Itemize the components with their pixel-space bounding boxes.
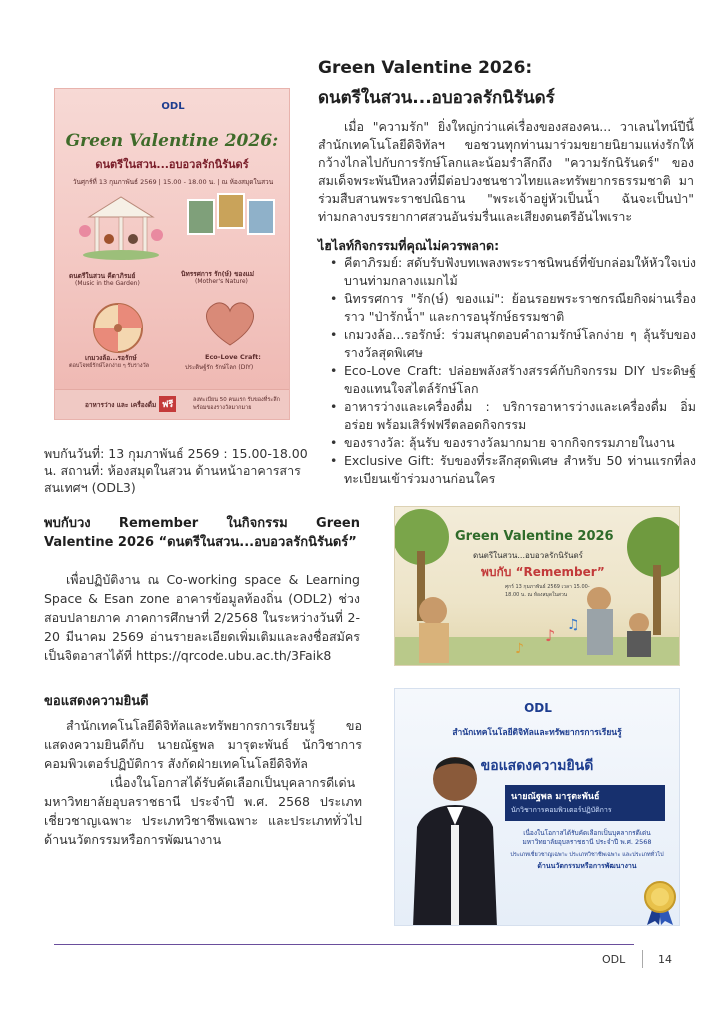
poster-item-music-sub: (Music in the Garden) [75, 280, 140, 287]
footer-label: ODL [602, 953, 626, 966]
cert-position: นักวิชาการคอมพิวเตอร์ปฏิบัติการ [511, 806, 612, 814]
heart-hands-illustration [195, 295, 265, 351]
congrats-paragraph-1: สำนักเทคโนโลยีดิจิทัลและทรัพยากรการเรียนรู้ ขอแสดงความยินดีกับ นายณัฐพล มารุตะพันธ์ นักวิชาการคอมพิวเตอร์ปฏิบัติการ สังกัดฝ่ายเทคโนโลยีดิจิทัล [44, 718, 362, 771]
article-title-line2: ดนตรีในสวน...อบอวลรักนิรันดร์ [318, 88, 555, 108]
meet-caption: พบกันวันที่: 13 กุมภาพันธ์ 2569 : 15.00-18.00 น. สถานที่: ห้องสมุดในสวน ด้านหน้าอาคารสารสนเทศฯ (ODL3) [44, 446, 308, 495]
photo-frame [247, 199, 275, 235]
poster-bottom-bar [55, 389, 289, 419]
banner-meta: ศุกร์ 13 กุมภาพันธ์ 2569 เวลา 15.00-18.00 น. ณ ห้องสมุดในสวน [505, 584, 590, 598]
banner-subtitle: ดนตรีในสวน...อบอวลรักนิรันดร์ [473, 551, 583, 560]
congrats-paragraph-2: เนื่องในโอกาสได้รับคัดเลือกเป็นบุคลากรดีเด่นมหาวิทยาลัยอุบลราชธานี ประจำปี พ.ศ. 2568 ประเภทเชี่ยวชาญเฉพาะ ประเภทวิชาชีพเฉพาะ และประเภททั่วไป ด้านนวัตกรรมหรือการพัฒนางาน [44, 775, 362, 847]
poster-register-text: ลงทะเบียน 50 คนแรก รับของที่ระลึก พร้อมของรางวัลมากมาย [193, 397, 280, 411]
list-item: • เกมวงล้อ...รอรักษ์: ร่วมสนุกตอบคำถามรักษ์โลกง่าย ๆ ลุ้นรับของรางวัลสุดพิเศษ [330, 326, 696, 362]
band-heading-line2: Valentine 2026 “ดนตรีในสวน...อบอวลรักนิรันดร์” [44, 535, 357, 550]
poster-date: วันศุกร์ที่ 13 กุมภาพันธ์ 2569 | 15.00 - 18.00 น. | ณ ห้องสมุดในสวน [72, 178, 274, 186]
list-item: • Exclusive Gift: รับของที่ระลึกสุดพิเศษ สำหรับ 50 ท่านแรกที่ลงทะเบียนเข้าร่วมงานก่อนใคร [330, 452, 696, 488]
congrats-body [44, 716, 362, 849]
event-poster-image [54, 88, 290, 420]
poster-item-exhibition-sub: (Mother's Nature) [195, 278, 248, 285]
cert-org: สำนักเทคโนโลยีดิจิทัลและทรัพยากรการเรียนรู้ [452, 728, 622, 738]
cert-logo: ODL [524, 701, 552, 715]
poster-item-craft: Eco-Love Craft: [205, 353, 261, 361]
poster-item-wheel: เกมวงล้อ...รอรักษ์ [85, 354, 137, 362]
article-title-line1: Green Valentine 2026: [318, 58, 533, 78]
cert-categories: ประเภทเชี่ยวชาญเฉพาะ ประเภทวิชาชีพเฉพาะ และประเภททั่วไป [510, 852, 664, 858]
list-item: • Eco-Love Craft: ปล่อยพลังสร้างสรรค์กับกิจกรรม DIY ประดิษฐ์ของแทนใจสไตล์รักษ์โลก [330, 362, 696, 398]
medal-icon [643, 881, 677, 925]
list-item: • นิทรรศการ "รัก(ษ์) ของแม่": ย้อนรอยพระราชกรณียกิจผ่านเรื่องราว "ป่ารักน้ำ" และการอนุรักษ์ธรรมชาติ [330, 290, 696, 326]
svg-text:♪: ♪ [515, 641, 524, 657]
photo-frame [187, 199, 215, 235]
poster-item-exhibition: นิทรรศการ รัก(ษ์) ของแม่ [181, 270, 255, 278]
cert-name-box [505, 785, 665, 821]
congrats-certificate-image [394, 688, 680, 926]
cert-title: ขอแสดงความยินดี [480, 758, 594, 774]
article-intro: เมื่อ "ความรัก" ยิ่งใหญ่กว่าแค่เรื่องของสองคน... วาเลนไทน์ปีนี้ สำนักเทคโนโลยีดิจิทัลฯ ขอชวนทุกท่านมาร่วมขยายนิยามแห่งรักให้กว้างไกลไปกับการรักษ์โลกและน้อมรำลึกถึง "ความรักนิรันดร์" ของสมเด็จพระพันปีหลวงที่มีต่อปวงชนชาวไทยและทรัพยากรธรรมชาติ มาร่วมสืบสานพระราชปณิธาน "พระเจ้าอยู่หัวเป็นน้ำ ฉันจะเป็นป่า" ท่ามกลางบรรยากาศสวนอันร่มรื่นและเสียงดนตรีอันไพเราะ [318, 119, 694, 224]
svg-text:♫: ♫ [567, 617, 580, 633]
band-heading-line1: พบกับวง Remember ในกิจกรรม Green [44, 516, 360, 531]
activities-heading: ไฮไลท์กิจกรรมที่คุณไม่ควรพลาด: [318, 238, 500, 253]
congrats-heading: ขอแสดงความยินดี [44, 694, 149, 709]
svg-text:♪: ♪ [545, 626, 556, 645]
page-number: 14 [658, 953, 672, 966]
poster-item-music: ดนตรีในสวน คีตาภิรมย์ [69, 272, 136, 280]
exhibition-photos [185, 193, 277, 249]
photo-frame [217, 193, 245, 229]
activities-list [330, 254, 696, 488]
cert-name: นายณัฐพล มารุตะพันธ์ [511, 792, 600, 802]
poster-logo: ODL [161, 101, 185, 112]
poster-subtitle: ดนตรีในสวน...อบอวลรักนิรันดร์ [95, 158, 249, 171]
poster-item-wheel-sub: ตอบโจทย์รักษ์โลกง่าย ๆ รับรางวัล [69, 363, 150, 369]
poster-free-badge: ฟรี [159, 396, 176, 412]
person-photo [409, 731, 499, 926]
banner-title: Green Valentine 2026 [455, 529, 614, 544]
list-item: • อาหารว่างและเครื่องดื่ม : บริการอาหารว่างและเครื่องดื่ม อิ่ม อร่อย พร้อมเสิร์ฟฟรีตลอดกิจกรรม [330, 398, 696, 434]
footer-divider [54, 944, 634, 945]
prize-wheel-illustration [91, 301, 145, 355]
poster-item-craft-sub: ประดิษฐ์รัก รักษ์โลก (DIY) [185, 364, 254, 371]
poster-food-text: อาหารว่าง และ เครื่องดื่ม [85, 401, 157, 409]
list-item: • ของรางวัล: ลุ้นรับ ของรางวัลมากมาย จากกิจกรรมภายในงาน [330, 434, 696, 452]
poster-title: Green Valentine 2026: [65, 131, 279, 151]
banner-remember: พบกับ “Remember” [481, 565, 605, 579]
footer-separator [642, 950, 643, 968]
band-banner-image [394, 506, 680, 666]
cert-description: เนื่องในโอกาสได้รับคัดเลือกเป็นบุคลากรดีเด่น มหาวิทยาลัยอุบลราชธานี ประจำปี พ.ศ. 2568 [522, 829, 652, 846]
cert-innovation: ด้านนวัตกรรมหรือการพัฒนางาน [537, 862, 637, 870]
band-body: เพื่อปฏิบัติงาน ณ Co-working space & Learning Space & Esan zone อาคารข้อมูลท้องถิ่น (ODL2) ช่วงสอบปลายภาค ภาคการศึกษาที่ 2/2568 ในระหว่างวันที่ 2-20 มีนาคม 2569 อ่านรายละเอียดเพิ่มเติมและลงชื่อสมัครเป็นจิตอาสาได้ที่ https://qrcode.ubu.ac.th/3Faik8 [44, 572, 360, 663]
list-item: • คีตาภิรมย์: สดับรับฟังบทเพลงพระราชนิพนธ์ที่ขับกล่อมให้หัวใจเบ่งบานท่ามกลางแมกไม้ [330, 254, 696, 290]
gazebo-illustration [79, 191, 163, 261]
